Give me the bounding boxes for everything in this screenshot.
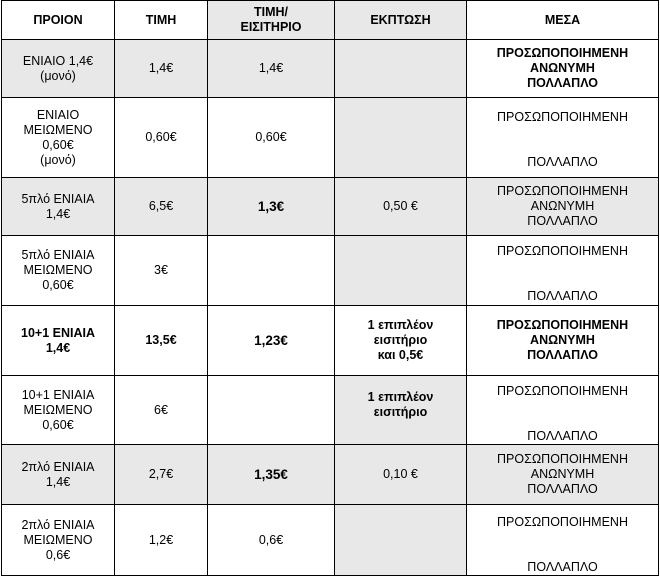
table-row <box>2 505 659 576</box>
per-ticket-cell <box>208 236 335 306</box>
media-line: ΠΡΟΣΩΠΟΠΟΙΗΜΕΝΗ <box>497 384 628 398</box>
table-row <box>2 236 659 306</box>
price-cell: 6,5€ <box>115 178 208 236</box>
media-line: ΠΟΛΛΑΠΛΟ <box>527 76 598 90</box>
table-row <box>2 98 659 178</box>
per-ticket-cell: 1,3€ <box>208 178 335 236</box>
media-line: ΠΡΟΣΩΠΟΠΟΙΗΜΕΝΗ <box>497 515 628 529</box>
header-price-per-ticket-line2: ΕΙΣΙΤΗΡΙΟ <box>240 20 302 34</box>
discount-line: 1 επιπλέον <box>367 390 434 404</box>
media-line: ΑΝΩΝΥΜΗ <box>530 61 595 75</box>
media-line: ΑΝΩΝΥΜΗ <box>530 467 595 481</box>
discount-line: εισιτήριο <box>373 333 428 347</box>
product-cell <box>2 306 115 376</box>
header-discount: ΕΚΠΤΩΣΗ <box>335 1 467 40</box>
product-cell <box>2 445 115 505</box>
media-cell <box>467 445 659 505</box>
product-line: 5πλό ΕΝΙΑΙΑ <box>21 248 95 262</box>
media-cell <box>467 306 659 376</box>
media-line: ΑΝΩΝΥΜΗ <box>530 333 595 347</box>
product-line: 10+1 ΕΝΙΑΙΑ <box>21 387 95 402</box>
product-line: 0,60€ <box>42 278 74 292</box>
table-row <box>2 178 659 236</box>
product-cell <box>2 178 115 236</box>
media-line: ΠΡΟΣΩΠΟΠΟΙΗΜΕΝΗ <box>497 110 628 124</box>
discount-cell <box>335 306 467 376</box>
table-row <box>2 445 659 505</box>
discount-cell <box>335 445 467 505</box>
price-cell: 1,4€ <box>115 40 208 98</box>
ticket-price-table <box>1 0 659 576</box>
per-ticket-cell: 1,23€ <box>208 306 335 376</box>
product-cell <box>2 98 115 178</box>
media-spacer <box>470 125 655 155</box>
discount-line: 0,10 € <box>383 467 418 481</box>
price-cell: 0,60€ <box>115 98 208 178</box>
price-cell: 13,5€ <box>115 306 208 376</box>
discount-cell <box>335 376 467 445</box>
header-media: ΜΕΣΑ <box>467 1 659 40</box>
media-line: ΠΟΛΛΑΠΛΟ <box>527 155 598 169</box>
product-line: 0,6€ <box>45 547 71 562</box>
media-spacer <box>470 259 655 289</box>
price-cell: 3€ <box>115 236 208 306</box>
per-ticket-cell: 1,35€ <box>208 445 335 505</box>
discount-cell <box>335 178 467 236</box>
product-line: ΕΝΙΑΙΟ 1,4€ <box>22 53 94 68</box>
per-ticket-cell: 0,60€ <box>208 98 335 178</box>
table-row <box>2 306 659 376</box>
product-line: 1,4€ <box>45 206 71 221</box>
product-line: ΜΕΙΩΜΕΝΟ <box>23 263 93 277</box>
product-line: 2πλό ΕΝΙΑΙΑ <box>21 459 95 474</box>
media-cell <box>467 236 659 306</box>
product-line: ΜΕΙΩΜΕΝΟ <box>23 532 93 547</box>
media-line: ΠΟΛΛΑΠΛΟ <box>527 348 598 362</box>
price-cell: 1,2€ <box>115 505 208 576</box>
discount-line: 0,50 € <box>383 199 418 213</box>
discount-cell <box>335 236 467 306</box>
header-product: ΠΡΟΙΟΝ <box>2 1 115 40</box>
table-row <box>2 376 659 445</box>
product-cell <box>2 236 115 306</box>
media-cell <box>467 505 659 576</box>
product-line: 1,4€ <box>45 474 71 489</box>
product-cell <box>2 376 115 445</box>
media-cell <box>467 178 659 236</box>
header-price-per-ticket <box>208 1 335 40</box>
media-line: ΠΟΛΛΑΠΛΟ <box>527 289 598 303</box>
product-line: 2πλό ΕΝΙΑΙΑ <box>21 517 95 532</box>
table-row <box>2 40 659 98</box>
header-price-per-ticket-line1: ΤΙΜΗ/ <box>253 5 289 19</box>
header-row <box>2 1 659 40</box>
media-line: ΠΟΛΛΑΠΛΟ <box>527 482 598 496</box>
header-price: ΤΙΜΗ <box>115 1 208 40</box>
per-ticket-cell: 0,6€ <box>208 505 335 576</box>
product-line: (μονό) <box>40 152 76 167</box>
product-line: 5πλό ΕΝΙΑΙΑ <box>21 191 95 206</box>
media-line: ΑΝΩΝΥΜΗ <box>530 199 595 213</box>
discount-line: 1 επιπλέον <box>367 318 434 332</box>
product-line: (μονό) <box>40 68 76 83</box>
product-cell <box>2 505 115 576</box>
discount-line: και 0,5€ <box>377 348 424 362</box>
media-line: ΠΟΛΛΑΠΛΟ <box>527 429 598 443</box>
media-spacer <box>470 530 655 560</box>
product-cell <box>2 40 115 98</box>
media-line: ΠΡΟΣΩΠΟΠΟΙΗΜΕΝΗ <box>497 244 628 258</box>
media-line: ΠΡΟΣΩΠΟΠΟΙΗΜΕΝΗ <box>496 318 629 332</box>
media-line: ΠΡΟΣΩΠΟΠΟΙΗΜΕΝΗ <box>497 184 628 198</box>
media-cell <box>467 40 659 98</box>
media-line: ΠΟΛΛΑΠΛΟ <box>527 214 598 228</box>
media-line: ΠΟΛΛΑΠΛΟ <box>527 560 598 574</box>
product-line: 0,60€ <box>42 417 74 432</box>
media-cell <box>467 98 659 178</box>
product-line: 10+1 ΕΝΙΑΙΑ <box>21 325 95 340</box>
product-line: 0,60€ <box>42 137 74 152</box>
product-line: ΕΝΙΑΙΟ <box>36 107 80 122</box>
price-cell: 6€ <box>115 376 208 445</box>
discount-cell <box>335 40 467 98</box>
per-ticket-cell <box>208 376 335 445</box>
media-line: ΠΡΟΣΩΠΟΠΟΙΗΜΕΝΗ <box>496 46 629 60</box>
product-line: ΜΕΙΩΜΕΝΟ <box>23 122 93 137</box>
product-line: 1,4€ <box>45 340 71 355</box>
media-cell <box>467 376 659 445</box>
discount-cell <box>335 505 467 576</box>
price-cell: 2,7€ <box>115 445 208 505</box>
per-ticket-cell: 1,4€ <box>208 40 335 98</box>
discount-line: εισιτήριο <box>373 405 428 419</box>
product-line: ΜΕΙΩΜΕΝΟ <box>23 402 93 417</box>
media-spacer <box>470 399 655 429</box>
media-line: ΠΡΟΣΩΠΟΠΟΙΗΜΕΝΗ <box>497 452 628 466</box>
discount-cell <box>335 98 467 178</box>
